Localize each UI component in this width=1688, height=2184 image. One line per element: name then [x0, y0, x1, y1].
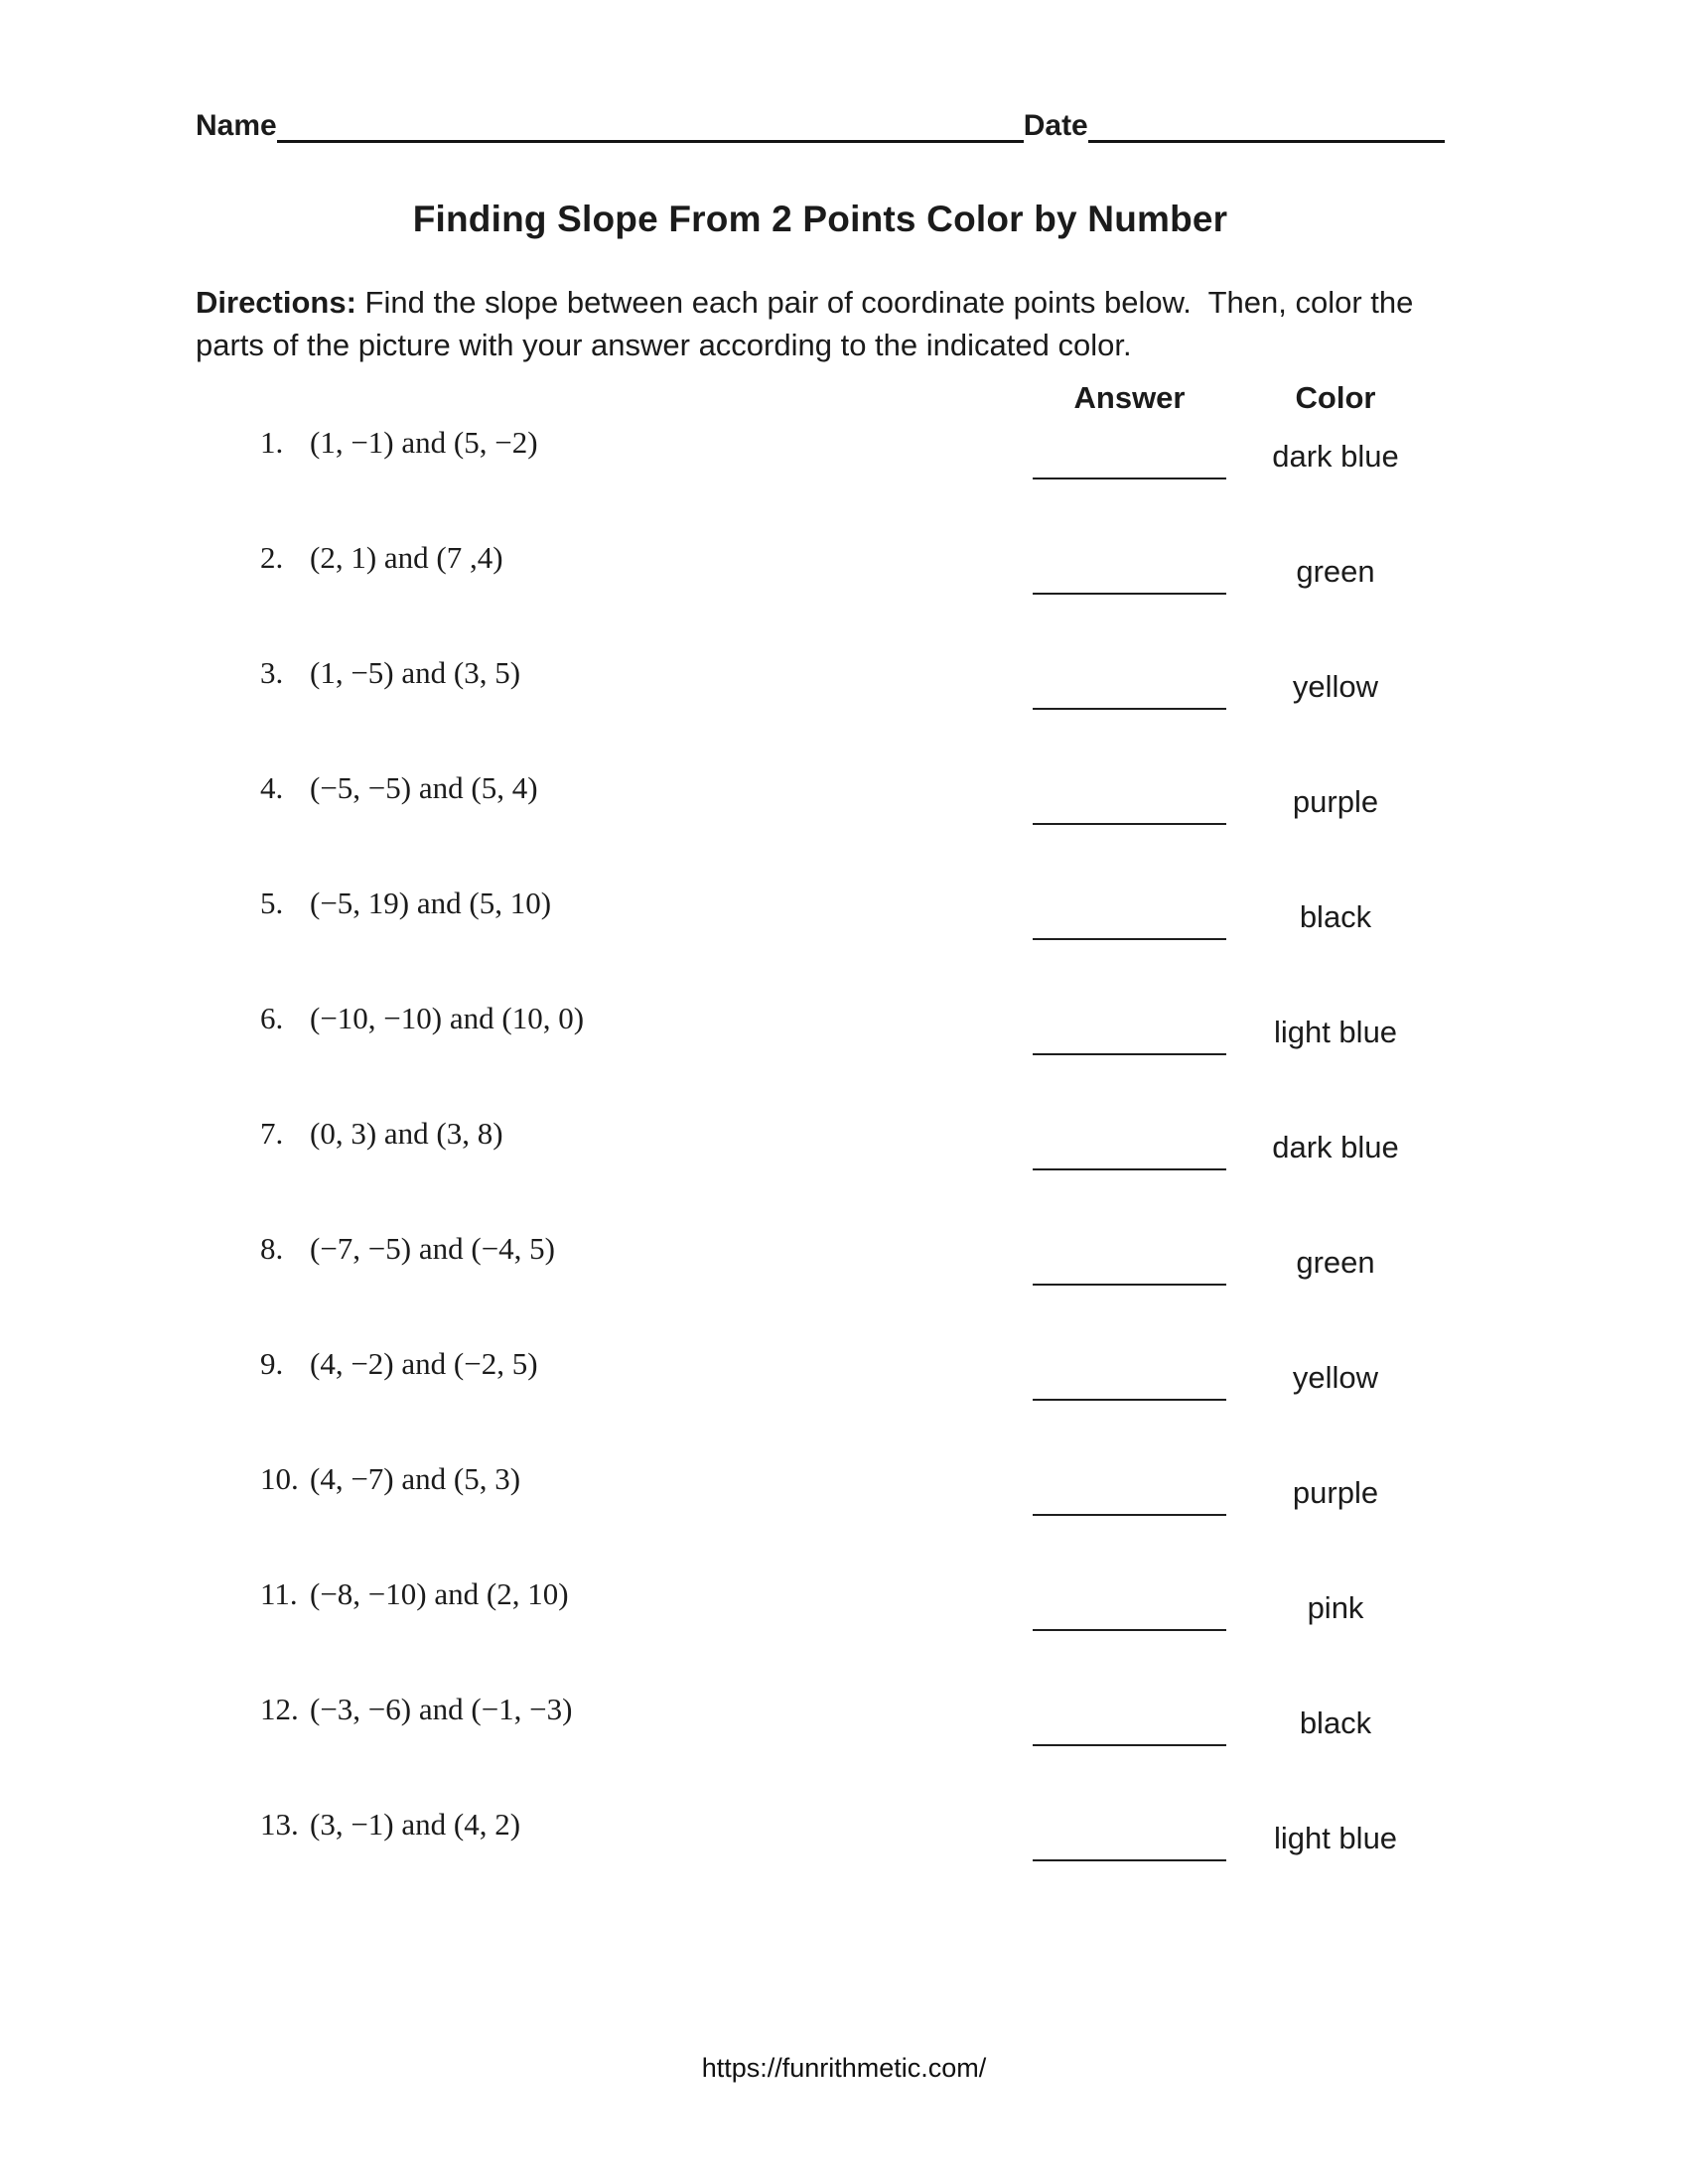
answer-line	[1033, 1806, 1226, 1861]
worksheet-title: Finding Slope From 2 Points Color by Number	[412, 199, 1228, 239]
problem-row	[196, 885, 1445, 1000]
answer-blank	[1033, 1575, 1226, 1691]
problem-statement	[196, 1575, 1033, 1691]
problem-points: (0, 3) and (3, 8)	[310, 1116, 503, 1151]
problem-statement	[196, 539, 1033, 654]
color-cell	[1226, 1115, 1445, 1230]
directions-text: Find the slope between each pair of coordinate points below. Then, color the parts of the picture with your answer according to the indicated color.	[196, 285, 1422, 362]
problem-row	[196, 1345, 1445, 1460]
problem-row	[196, 539, 1445, 654]
answer-blank	[1033, 1115, 1226, 1230]
color-cell	[1226, 1345, 1445, 1460]
problem-number: 2.	[260, 540, 284, 575]
answer-line	[1033, 1345, 1226, 1401]
answer-blank	[1033, 1000, 1226, 1115]
color-cell	[1226, 424, 1445, 539]
problem-statement	[196, 1691, 1033, 1806]
problem-points: (−5, 19) and (5, 10)	[310, 886, 552, 920]
problem-statement	[196, 769, 1033, 885]
problem-points: (−10, −10) and (10, 0)	[310, 1001, 585, 1035]
color-cell	[1226, 1575, 1445, 1691]
answer-line	[1033, 1691, 1226, 1746]
problem-statement	[196, 1345, 1033, 1460]
answer-blank	[1033, 654, 1226, 769]
answer-line	[1033, 539, 1226, 595]
color-label: pink	[1307, 1590, 1364, 1625]
answer-line	[1033, 1000, 1226, 1055]
problem-number: 8.	[260, 1231, 284, 1266]
problem-row	[196, 1575, 1445, 1691]
problem-statement	[196, 654, 1033, 769]
problem-points: (−3, −6) and (−1, −3)	[310, 1692, 573, 1726]
color-cell	[1226, 1460, 1445, 1575]
problem-row	[196, 1115, 1445, 1230]
answer-line	[1033, 1460, 1226, 1516]
problem-statement	[196, 1460, 1033, 1575]
problem-row	[196, 424, 1445, 539]
color-label: yellow	[1292, 1360, 1379, 1395]
problem-row	[196, 1230, 1445, 1345]
problem-statement	[196, 1806, 1033, 1921]
color-label: dark blue	[1272, 439, 1399, 474]
color-cell	[1226, 885, 1445, 1000]
problem-number: 1.	[260, 425, 284, 460]
problem-statement	[196, 1115, 1033, 1230]
answer-line	[1033, 424, 1226, 479]
problem-number: 7.	[260, 1116, 284, 1151]
footer-url: https://funrithmetic.com/	[701, 2053, 987, 2083]
date-blank-line	[1088, 109, 1445, 143]
name-blank-line	[277, 109, 1024, 143]
answer-blank	[1033, 885, 1226, 1000]
answer-line	[1033, 1115, 1226, 1170]
answer-blank	[1033, 1691, 1226, 1806]
color-cell	[1226, 1000, 1445, 1115]
column-headers	[196, 380, 1445, 416]
color-cell	[1226, 1230, 1445, 1345]
problem-points: (−5, −5) and (5, 4)	[310, 770, 538, 805]
color-column-header: Color	[1295, 380, 1376, 415]
answer-blank	[1033, 1230, 1226, 1345]
problem-number: 6.	[260, 1001, 284, 1035]
color-label: light blue	[1273, 1015, 1398, 1049]
answer-blank	[1033, 769, 1226, 885]
problem-number: 5.	[260, 886, 284, 920]
problem-row	[196, 1691, 1445, 1806]
color-label: green	[1296, 554, 1375, 589]
answer-blank	[1033, 1806, 1226, 1921]
problem-statement	[196, 885, 1033, 1000]
answer-column-header: Answer	[1073, 380, 1186, 415]
problem-number: 3.	[260, 655, 284, 690]
answer-line	[1033, 1230, 1226, 1286]
problem-number: 12.	[260, 1692, 299, 1726]
color-label: green	[1296, 1245, 1375, 1280]
problem-points: (1, −5) and (3, 5)	[310, 655, 521, 690]
answer-line	[1033, 654, 1226, 710]
color-cell	[1226, 1806, 1445, 1921]
problem-number: 13.	[260, 1807, 299, 1842]
answer-blank	[1033, 539, 1226, 654]
problem-row	[196, 769, 1445, 885]
answer-line	[1033, 1575, 1226, 1631]
problem-points: (3, −1) and (4, 2)	[310, 1807, 521, 1842]
color-label: purple	[1292, 1475, 1379, 1510]
problem-points: (4, −7) and (5, 3)	[310, 1461, 521, 1496]
color-cell	[1226, 654, 1445, 769]
directions-label: Directions:	[196, 285, 356, 320]
color-label: dark blue	[1272, 1130, 1399, 1164]
problem-number: 4.	[260, 770, 284, 805]
problems-list	[196, 424, 1445, 1921]
date-label: Date	[1023, 109, 1088, 142]
color-cell	[1226, 1691, 1445, 1806]
name-label: Name	[196, 109, 277, 142]
color-label: light blue	[1273, 1821, 1398, 1855]
answer-blank	[1033, 1345, 1226, 1460]
problem-statement	[196, 1230, 1033, 1345]
problem-points: (1, −1) and (5, −2)	[310, 425, 538, 460]
directions	[196, 281, 1437, 366]
answer-line	[1033, 885, 1226, 940]
color-label: yellow	[1292, 669, 1379, 704]
problem-row	[196, 1000, 1445, 1115]
color-label: black	[1299, 899, 1372, 934]
problem-points: (4, −2) and (−2, 5)	[310, 1346, 538, 1381]
problem-number: 9.	[260, 1346, 284, 1381]
problem-points: (−7, −5) and (−4, 5)	[310, 1231, 556, 1266]
problem-points: (2, 1) and (7 ,4)	[310, 540, 503, 575]
problem-row	[196, 1806, 1445, 1921]
answer-blank	[1033, 424, 1226, 539]
answer-blank	[1033, 1460, 1226, 1575]
problem-number: 11.	[260, 1576, 298, 1611]
problem-row	[196, 654, 1445, 769]
problem-row	[196, 1460, 1445, 1575]
name-date-row	[196, 107, 1445, 143]
color-cell	[1226, 539, 1445, 654]
color-cell	[1226, 769, 1445, 885]
color-label: black	[1299, 1706, 1372, 1740]
answer-line	[1033, 769, 1226, 825]
problem-statement	[196, 1000, 1033, 1115]
problem-number: 10.	[260, 1461, 299, 1496]
color-label: purple	[1292, 784, 1379, 819]
problem-points: (−8, −10) and (2, 10)	[310, 1576, 569, 1611]
problem-statement	[196, 424, 1033, 539]
